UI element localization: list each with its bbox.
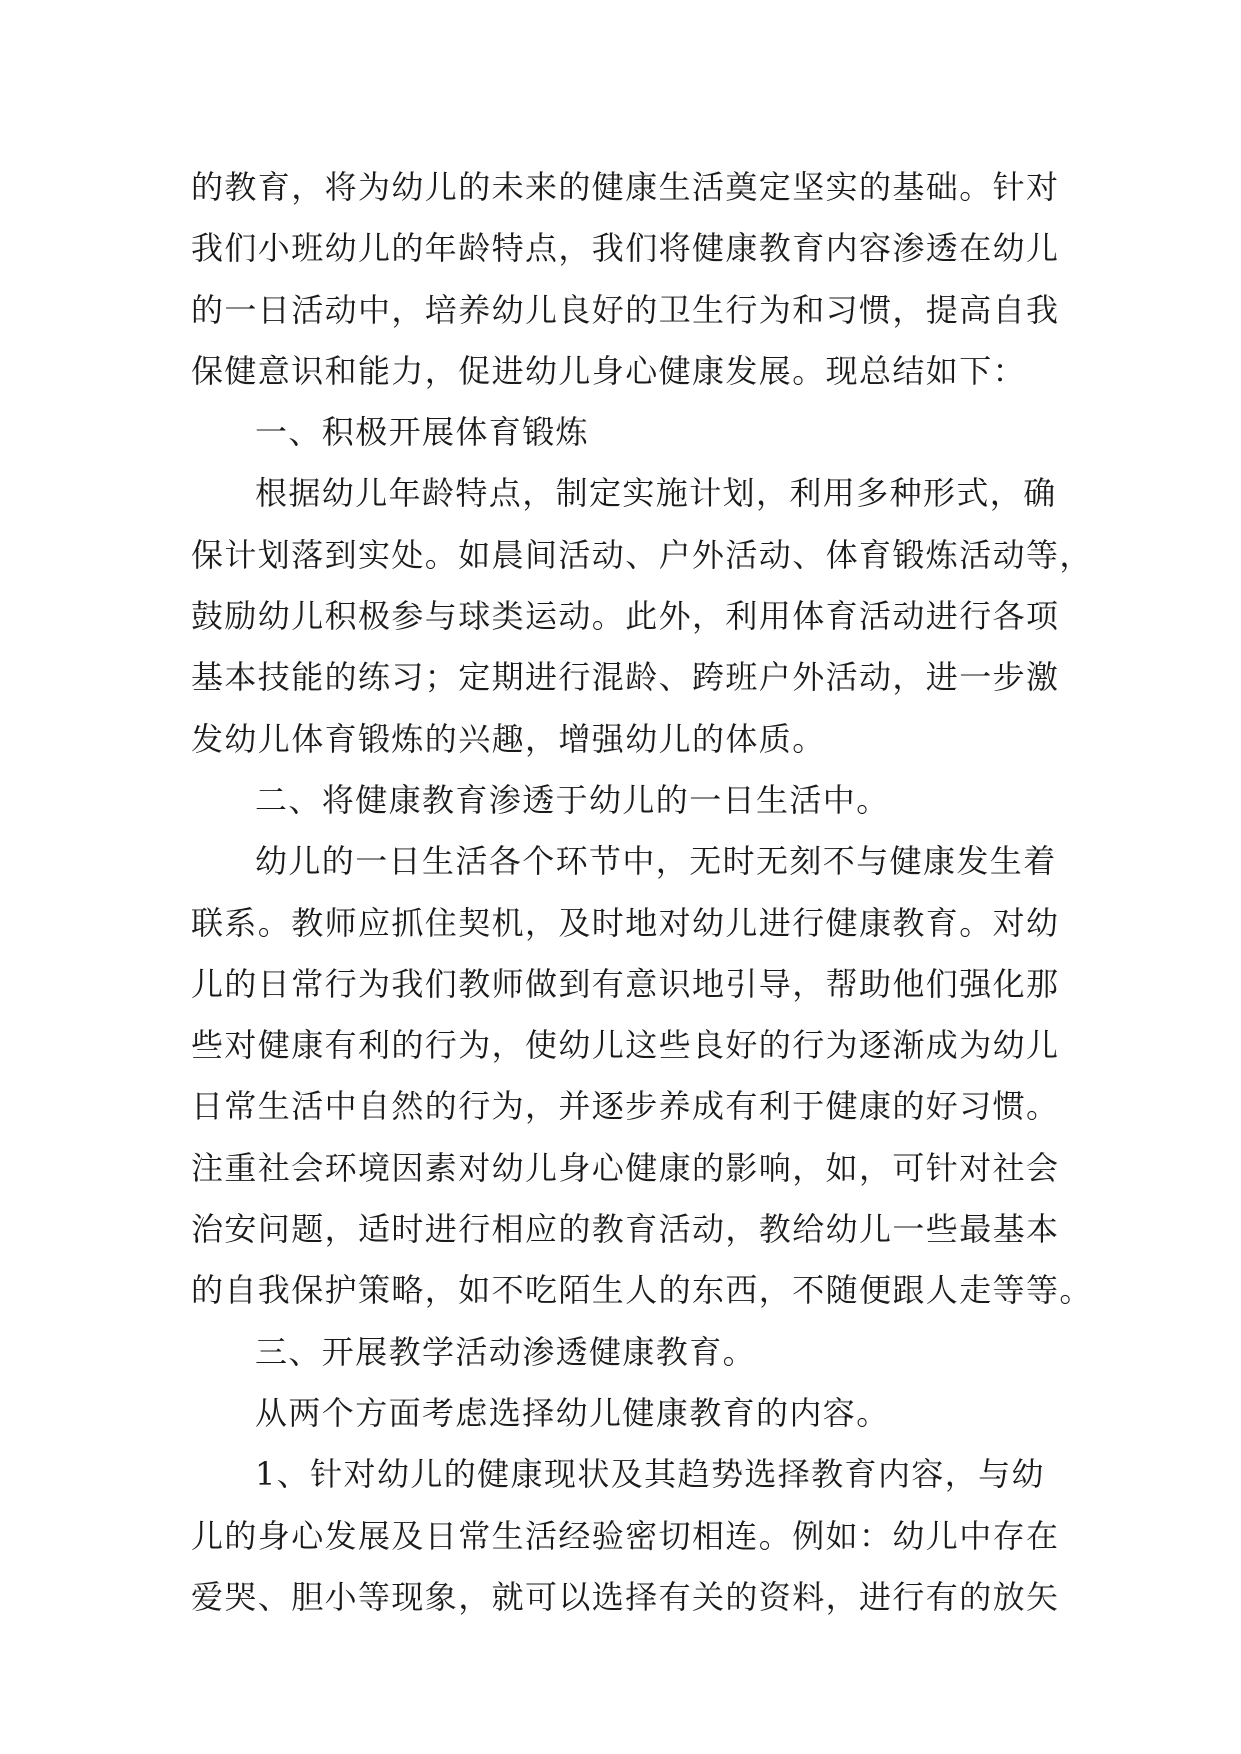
text-line: 发幼儿体育锻炼的兴趣，增强幼儿的体质。 — [191, 719, 826, 758]
text-line: 的一日活动中，培养幼儿良好的卫生行为和习惯，提高自我 — [191, 290, 1060, 329]
text-line: 儿的身心发展及日常生活经验密切相连。例如：幼儿中存在 — [191, 1516, 1060, 1555]
text-line: 1、针对幼儿的健康现状及其趋势选择教育内容，与幼 — [255, 1455, 1045, 1494]
text-line: 联系。教师应抓住契机，及时地对幼儿进行健康教育。对幼 — [191, 903, 1060, 942]
text-line: 保计划落到实处。如晨间活动、户外活动、体育锻炼活动等， — [191, 535, 1093, 574]
section-heading: 一、积极开展体育锻炼 — [255, 413, 590, 452]
text-line: 基本技能的练习；定期进行混龄、跨班户外活动，进一步激 — [191, 658, 1060, 697]
text-line: 保健意识和能力，促进幼儿身心健康发展。现总结如下： — [191, 351, 1027, 390]
text-line: 我们小班幼儿的年龄特点，我们将健康教育内容渗透在幼儿 — [191, 229, 1060, 268]
text-line: 儿的日常行为我们教师做到有意识地引导，帮助他们强化那 — [191, 964, 1060, 1003]
text-line: 幼儿的一日生活各个环节中，无时无刻不与健康发生着 — [255, 842, 1057, 881]
text-line: 些对健康有利的行为，使幼儿这些良好的行为逐渐成为幼儿 — [191, 1026, 1060, 1065]
text-line: 日常生活中自然的行为，并逐步养成有利于健康的好习惯。 — [191, 1087, 1060, 1126]
text-line: 的自我保护策略，如不吃陌生人的东西，不随便跟人走等等。 — [191, 1271, 1093, 1310]
text-line: 治安问题，适时进行相应的教育活动，教给幼儿一些最基本 — [191, 1210, 1060, 1249]
text-line: 的教育，将为幼儿的未来的健康生活奠定坚实的基础。针对 — [191, 168, 1060, 206]
document-body — [191, 157, 1093, 1628]
text-line: 爱哭、胆小等现象，就可以选择有关的资料，进行有的放矢 — [191, 1577, 1060, 1616]
text-line: 根据幼儿年龄特点，制定实施计划，利用多种形式，确 — [255, 474, 1057, 513]
section-heading: 二、将健康教育渗透于幼儿的一日生活中。 — [255, 780, 890, 819]
text-line: 从两个方面考虑选择幼儿健康教育的内容。 — [255, 1393, 890, 1432]
text-line: 注重社会环境因素对幼儿身心健康的影响，如，可针对社会 — [191, 1148, 1060, 1187]
section-heading: 三、开展教学活动渗透健康教育。 — [255, 1332, 757, 1371]
text-line: 鼓励幼儿积极参与球类运动。此外，利用体育活动进行各项 — [191, 597, 1060, 636]
